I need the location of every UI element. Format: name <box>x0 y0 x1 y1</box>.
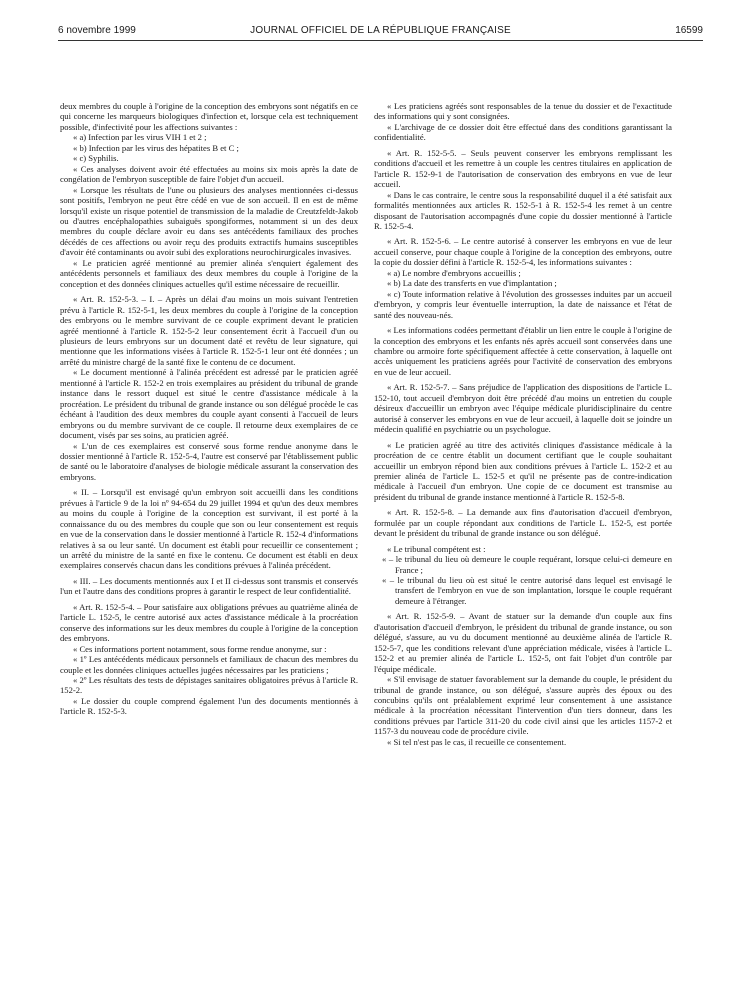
paragraph: « Ces informations portent notamment, sous forme rendue anonyme, sur : <box>73 643 327 654</box>
paragraph: « Le praticien agréé au titre des activités cliniques d'assistance médicale à la procréation de ce centre établit un document certifiant que le couple souhaitant accueillir un embryon répond bien aux conditions prévues à l'article L. 152-2 et au premier alinéa de l'article L. 152-5 et qu'il ne présente pas de contre-indication médicale à l'accueil d'un embryon. Une copie de ce document est transmise au président du tribunal de grande instance mentionné à l'article R. 152-5-8. <box>374 439 672 502</box>
header-rule <box>58 40 703 41</box>
paragraph: « 1º Les antécédents médicaux personnels et familiaux de chacun des membres du couple et les données cliniques actuelles jugées nécessaires par les praticiens ; <box>60 654 358 675</box>
paragraph: « Le tribunal compétent est : <box>387 543 486 554</box>
right-column <box>374 101 672 747</box>
paragraph: « III. – Les documents mentionnés aux I et II ci-dessus sont transmis et conservés l'un et l'autre dans des conditions propres à garantir le respect de leur confidentialité. <box>60 575 358 597</box>
article-paragraph: « Art. R. 152-5-3. – I. – Après un délai d'au moins un mois suivant l'entretien prévu à l'article R. 152-5-1, les deux membres du couple à l'origine de la conception des embryons ou le membre survivant de ce couple expriment devant le praticien agréé mentionné à l'article R. 152-5-2 leur consentement écrit à l'accueil d'un ou plusieurs de leurs embryons sur un document daté et revêtu de leur signature, qui mentionne que les informations visées à l'article R. 152-5-1 leur ont été données ; un arrêté du ministre chargé de la santé fixe le contenu de ce document. <box>60 294 358 367</box>
paragraph: « L'archivage de ce dossier doit être effectué dans des conditions garantissant la confidentialité. <box>374 121 672 143</box>
paragraph: « Les informations codées permettant d'établir un lien entre le couple à l'origine de la conception des embryons et les enfants nés après accueil sont conservées dans une chambre ou armoire forte spécifiquement affectée à cette conservation, à laquelle ont accès uniquement les praticiens agréés pour l'activité de conservation des embryons en vue de leur accueil. <box>374 325 672 377</box>
paragraph: « Si tel n'est pas le cas, il recueille ce consentement. <box>387 736 567 747</box>
paragraph: « S'il envisage de statuer favorablement sur la demande du couple, le président du tribunal de grande instance, ou son délégué, s'assure auprès des époux ou des concubins qu'ils ont préalablement exprimé leur consentement à une assistance médicale à la procréation nécessitant l'intervention d'un tiers donneur, dans les conditions prévues par l'article 311-20 du code civil ainsi que les articles 1157-2 et 1157-3 du nouveau code de procédure civile. <box>374 674 672 737</box>
paragraph: « 2º Les résultats des tests de dépistages sanitaires obligatoires prévus à l'article R. 152-2. <box>60 675 358 696</box>
paragraph: « Lorsque les résultats de l'une ou plusieurs des analyses mentionnées ci-dessus sont positifs, l'embryon ne peut être cédé en vue de son accueil. Il en est de même lorsqu'il existe un risque potentiel de transmission de la maladie de Creutzfeldt-Jakob ou d'autres encéphalopathies subaiguës spongiformes, notamment si un des deux membres du couple déclare avoir eu dans ses antécédents familiaux des proches décédés de ces affections ou avoir reçu des produits extractifs humains susceptibles d'avoir été contaminants ou avoir subi des explorations neurochirurgicales invasives. <box>60 184 358 258</box>
paragraph: « b) La date des transferts en vue d'implantation ; <box>387 278 557 289</box>
list-item: « – le tribunal du lieu où est situé le centre autorisé dans lequel est envisagé le transfert de l'embryon en vue de son implantation, lorsque le couple requérant demeure à l'étranger. <box>382 575 672 606</box>
issue-date: 6 novembre 1999 <box>58 25 136 36</box>
paragraph: « Les praticiens agréés sont responsables de la tenue du dossier et de l'exactitude des informations qui y sont consignées. <box>374 101 672 122</box>
paragraph: « b) Infection par les virus des hépatites B et C ; <box>73 142 239 153</box>
paragraph: « a) Infection par les virus VIH 1 et 2 ; <box>73 132 207 143</box>
article-paragraph: « Art. R. 152-5-5. – Seuls peuvent conserver les embryons remplissant les conditions d'accueil et les remettre à un couple les centres titulaires en application de l'article R. 152-9-1 de l'autorisation de conservation des embryons en vue de leur accueil. <box>374 147 672 190</box>
paragraph: « Le document mentionné à l'alinéa précédent est adressé par le praticien agréé mentionné à l'article R. 152-2 en trois exemplaires au président du tribunal de grande instance dans le ressort duquel est situé le centre d'assistance médicale à la procréation. Le président du tribunal de grande instance ou son délégué procède le cas échéant à l'audition des deux membres du couple ayant consenti à l'accueil de leurs embryons ou du membre survivant de ce couple. Il retourne deux exemplaires de ce document, visés par ses soins, au praticien agréé. <box>60 367 358 441</box>
paragraph: « II. – Lorsqu'il est envisagé qu'un embryon soit accueilli dans les conditions prévues à l'article 9 de la loi nº 94-654 du 29 juillet 1994 et qu'un des deux membres au moins du couple à l'origine de la conception est survivant, il est porté à la connaissance du ou des membres du couple que son ou leur consentement est requis en vue de la conservation dans le dossier mentionné à l'article R. 152-4 d'informations relatives à sa ou leur santé. Un document est établi pour recueillir ce consentement ; un arrêté du ministre de la santé en fixe le contenu. Ce document est établi en deux exemplaires conservés chacun dans les conditions prévues à l'alinéa précédent. <box>60 487 358 571</box>
paragraph: « Ces analyses doivent avoir été effectuées au moins six mois après la date de congélation de l'embryon susceptible de faire l'objet d'un accueil. <box>60 163 358 185</box>
paragraph: « Le praticien agréé mentionné au premier alinéa s'enquiert également des antécédents personnels et familiaux des deux membres du couple à l'origine de la conception et des données cliniques actuelles qu'il estime nécessaire de recueillir. <box>60 257 358 289</box>
page-header <box>58 25 703 41</box>
list-item: « – le tribunal du lieu où demeure le couple requérant, lorsque celui-ci demeure en France ; <box>382 554 672 575</box>
paragraph: « c) Toute information relative à l'évolution des grossesses induites par un accueil d'embryon, y compris leur éventuelle interruption, la date de naissance et l'état de santé des nouveau-nés. <box>374 288 672 320</box>
article-paragraph: « Art. R. 152-5-8. – La demande aux fins d'autorisation d'accueil d'embryon, formulée par un couple répondant aux conditions de l'article L. 152-5, est portée devant le président du tribunal de grande instance ou son délégué. <box>374 507 672 539</box>
journal-title: JOURNAL OFFICIEL DE LA RÉPUBLIQUE FRANÇAISE <box>250 25 511 36</box>
paragraph: « a) Le nombre d'embryons accueillis ; <box>387 267 521 278</box>
paragraph: deux membres du couple à l'origine de la conception des embryons sont négatifs en ce qui concerne les marqueurs biologiques d'infection et, lorsque cela est techniquement possible, d'infectivité pour les affections suivantes : <box>60 101 358 132</box>
paragraph: « c) Syphilis. <box>73 153 119 164</box>
page-number: 16599 <box>675 25 703 36</box>
paragraph: « Le dossier du couple comprend également l'un des documents mentionnés à l'article R. 152-5-3. <box>60 695 358 717</box>
article-paragraph: « Art. R. 152-5-9. – Avant de statuer sur la demande d'un couple aux fins d'autorisation d'accueil d'embryon, le président du tribunal de grande instance, ou son délégué, s'assure, au vu du document mentionné au deuxième alinéa de l'article R. 152-5-7, que les conditions relevant d'une appréciation médicale, visées à l'article L. 152-2 et au premier alinéa de l'article L. 152-5, ont fait l'objet d'un contrôle par l'équipe médicale. <box>374 611 672 674</box>
paragraph: « L'un de ces exemplaires est conservé sous forme rendue anonyme dans le dossier mentionné à l'article R. 152-5-4, l'autre est conservé par l'établissement public de santé ou le laboratoire d'analyses de biologie médicale assurant la conservation des embryons. <box>60 440 358 482</box>
article-paragraph: « Art. R. 152-5-6. – Le centre autorisé à conserver les embryons en vue de leur accueil conserve, pour chaque couple à l'origine de la conception des embryons, outre la copie du dossier défini à l'article R. 152-5-4, les informations suivantes : <box>374 236 672 268</box>
article-paragraph: « Art. R. 152-5-4. – Pour satisfaire aux obligations prévues au quatrième alinéa de l'article L. 152-5, le centre autorisé aux actes d'assistance médicale à la procréation conserve des informations sur les deux membres du couple à l'origine de la conception des embryons. <box>60 601 358 644</box>
article-paragraph: « Art. R. 152-5-7. – Sans préjudice de l'application des dispositions de l'article L. 152-10, tout accueil d'embryon doit être précédé d'au moins un entretien du couple désireux d'accueillir un embryon avec l'équipe médicale pluridisciplinaire du centre autorisé à conserver les embryons en vue de leur accueil, à laquelle doit se joindre un médecin qualifié en psychiatrie ou un psychologue. <box>374 382 672 435</box>
paragraph: « Dans le cas contraire, le centre sous la responsabilité duquel il a été satisfait aux formalités mentionnées aux articles R. 152-5-1 à R. 152-5-4 les remet à un centre disposant de l'autorisation accompagnés d'une copie du dossier mentionné à l'article R. 152-5-4. <box>374 189 672 231</box>
left-column <box>60 101 358 717</box>
